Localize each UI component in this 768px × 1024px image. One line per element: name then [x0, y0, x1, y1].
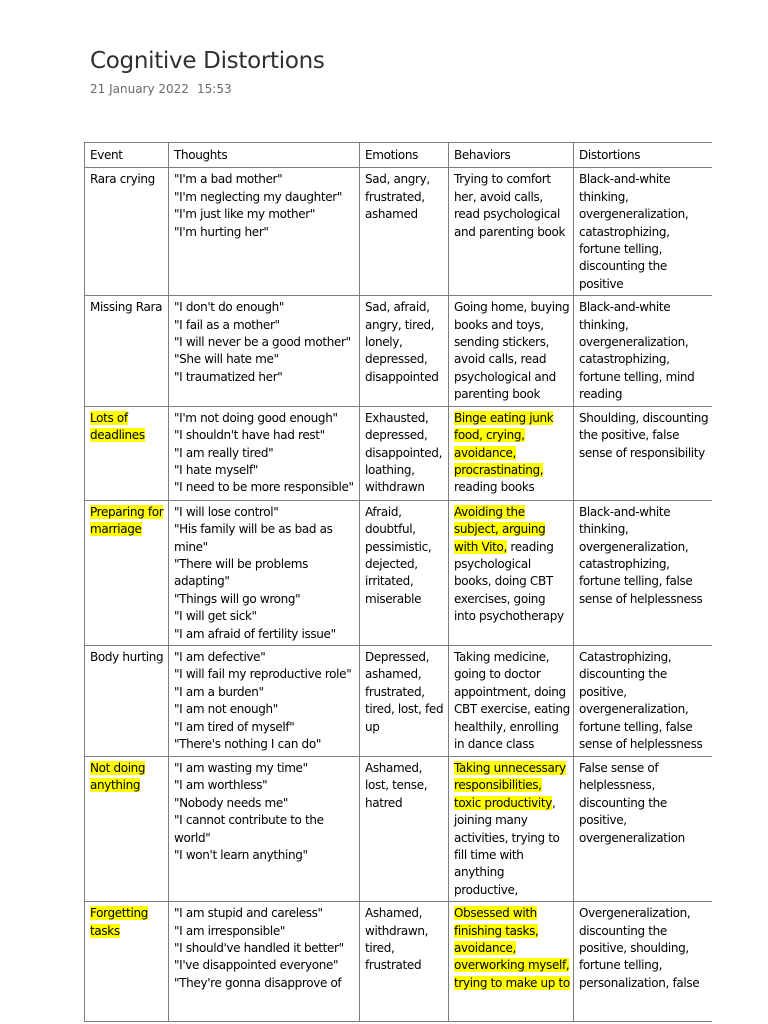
behaviors-text: , joining many activities, trying to fill time with anything productive, — [454, 795, 560, 897]
thought-line: "Nobody needs me" — [174, 795, 289, 810]
thought-line: "I will never be a good mother" — [174, 335, 351, 350]
cell-behaviors — [449, 296, 574, 406]
thought-line: "There's nothing I can do" — [174, 736, 321, 751]
behaviors-text: reading psychological books, doing CBT exercises, going into psychotherapy — [454, 539, 564, 624]
thought-line: "I am worthless" — [174, 778, 268, 793]
thought-line: "I am tired of myself" — [174, 719, 295, 734]
cell-emotions: Depressed, ashamed, frustrated, tired, lost, fed up — [360, 645, 449, 756]
event-text: Not doing anything — [90, 760, 146, 793]
cell-event — [85, 168, 169, 296]
column-header-distortions: Distortions — [574, 143, 713, 168]
behaviors-highlighted-text: Obsessed with finishing tasks, avoidance, overworking myself, trying to make up to — [454, 906, 570, 990]
distortions-table-container — [84, 142, 712, 1024]
behaviors-highlighted-text: Binge eating junk food, crying, avoidance, procrastinating, — [454, 410, 554, 477]
cell-event — [85, 902, 169, 1022]
thought-line: "I am wasting my time" — [174, 760, 308, 775]
thought-line: "I don't do enough" — [174, 300, 285, 315]
thought-line: "I am afraid of fertility issue" — [174, 626, 336, 641]
table-row — [85, 296, 713, 406]
cell-behaviors — [449, 500, 574, 645]
thought-line: "I've disappointed everyone" — [174, 958, 339, 973]
thought-line: "I won't learn anything" — [174, 847, 308, 862]
cell-thoughts — [169, 500, 360, 645]
behaviors-highlighted-text: Taking unnecessary responsibilities, toxic productivity — [454, 760, 566, 810]
cell-emotions: Ashamed, lost, tense, hatred — [360, 756, 449, 901]
thought-line: "I am really tired" — [174, 445, 274, 460]
table-row — [85, 756, 713, 901]
cell-thoughts — [169, 756, 360, 901]
behaviors-text: Taking medicine, going to doctor appointment, doing CBT exercise, eating healthily, enrolling in dance class — [454, 649, 570, 751]
thought-line: "I'm just like my mother" — [174, 207, 315, 222]
cell-emotions: Ashamed, withdrawn, tired, frustrated — [360, 902, 449, 1022]
thought-line: "I am not enough" — [174, 702, 278, 717]
column-header-event: Event — [85, 143, 169, 168]
cell-event — [85, 500, 169, 645]
thought-line: "I traumatized her" — [174, 369, 283, 384]
table-row — [85, 500, 713, 645]
thought-line: "There will be problems adapting" — [174, 556, 309, 589]
table-row — [85, 168, 713, 296]
thought-line: "I am a burden" — [174, 684, 264, 699]
cell-distortions: Overgeneralization, discounting the positive, shoulding, fortune telling, personalization, false — [574, 902, 713, 1022]
page-date: 21 January 2022 — [90, 82, 189, 96]
thought-line: "I need to be more responsible" — [174, 480, 354, 495]
event-text: Missing Rara — [90, 300, 163, 315]
cell-distortions: Catastrophizing, discounting the positive, overgeneralization, fortune telling, false sense of helplessness — [574, 645, 713, 756]
thought-line: "I will fail my reproductive role" — [174, 667, 352, 682]
behaviors-text: reading books — [454, 480, 535, 495]
thought-line: "I should've handled it better" — [174, 941, 344, 955]
thought-line: "They're gonna disapprove of — [174, 975, 342, 990]
thought-line: "I will get sick" — [174, 609, 257, 624]
thought-line: "I hate myself" — [174, 462, 258, 477]
behaviors-text: Going home, buying books and toys, sending stickers, avoid calls, read psychological and parenting book — [454, 300, 570, 402]
table-header-row — [85, 143, 713, 168]
cell-emotions: Sad, afraid, angry, tired, lonely, depressed, disappointed — [360, 296, 449, 406]
table-row — [85, 902, 713, 1022]
event-text: Body hurting — [90, 649, 164, 664]
cell-behaviors — [449, 902, 574, 1022]
table-body — [85, 168, 713, 1022]
distortions-table — [84, 142, 712, 1022]
column-header-thoughts: Thoughts — [169, 143, 360, 168]
event-text: Preparing for marriage — [90, 504, 164, 537]
thought-line: "I fail as a mother" — [174, 317, 280, 332]
page-title: Cognitive Distortions — [90, 48, 325, 74]
thought-line: "I am defective" — [174, 649, 266, 664]
table-row — [85, 645, 713, 756]
behaviors-highlighted-text: Avoiding the subject, arguing with Vito, — [454, 504, 546, 554]
cell-distortions: Black-and-white thinking, overgeneralization, catastrophizing, fortune telling, false sense of helplessness — [574, 500, 713, 645]
cell-distortions: Black-and-white thinking, overgeneralization, catastrophizing, fortune telling, discounting the positive — [574, 168, 713, 296]
thought-line: "She will hate me" — [174, 352, 279, 367]
cell-event — [85, 406, 169, 500]
thought-line: "His family will be as bad as mine" — [174, 522, 333, 554]
cell-thoughts — [169, 168, 360, 296]
cell-emotions: Sad, angry, frustrated, ashamed — [360, 168, 449, 296]
column-header-emotions: Emotions — [360, 143, 449, 168]
cell-thoughts — [169, 645, 360, 756]
event-text: Rara crying — [90, 172, 155, 187]
thought-line: "I shouldn't have had rest" — [174, 428, 325, 443]
cell-event — [85, 645, 169, 756]
thought-line: "I'm not doing good enough" — [174, 410, 338, 425]
cell-behaviors — [449, 756, 574, 901]
cell-behaviors — [449, 406, 574, 500]
cell-event — [85, 756, 169, 901]
column-header-behaviors: Behaviors — [449, 143, 574, 168]
behaviors-text: Trying to comfort her, avoid calls, read psychological and parenting book — [454, 172, 566, 239]
cell-distortions: Shoulding, discounting the positive, false sense of responsibility — [574, 406, 713, 500]
cell-behaviors — [449, 168, 574, 296]
cell-event — [85, 296, 169, 406]
cell-thoughts — [169, 296, 360, 406]
cell-emotions: Afraid, doubtful, pessimistic, dejected, irritated, miserable — [360, 500, 449, 645]
event-text: Lots of deadlines — [90, 410, 145, 443]
thought-line: "I will lose control" — [174, 504, 279, 519]
thought-line: "I'm hurting her" — [174, 224, 269, 239]
cell-distortions: Black-and-white thinking, overgeneralization, catastrophizing, fortune telling, mind reading — [574, 296, 713, 406]
event-text: Forgetting tasks — [90, 906, 149, 938]
cell-thoughts — [169, 902, 360, 1022]
thought-line: "Things will go wrong" — [174, 591, 301, 606]
cell-behaviors — [449, 645, 574, 756]
thought-line: "I am stupid and careless" — [174, 906, 323, 921]
thought-line: "I'm neglecting my daughter" — [174, 189, 343, 204]
thought-line: "I cannot contribute to the world" — [174, 813, 324, 845]
cell-thoughts — [169, 406, 360, 500]
table-row — [85, 406, 713, 500]
thought-line: "I'm a bad mother" — [174, 172, 283, 187]
cell-emotions: Exhausted, depressed, disappointed, loathing, withdrawn — [360, 406, 449, 500]
thought-line: "I am irresponsible" — [174, 923, 286, 938]
page-time: 15:53 — [197, 82, 232, 96]
cell-distortions: False sense of helplessness, discounting the positive, overgeneralization — [574, 756, 713, 901]
